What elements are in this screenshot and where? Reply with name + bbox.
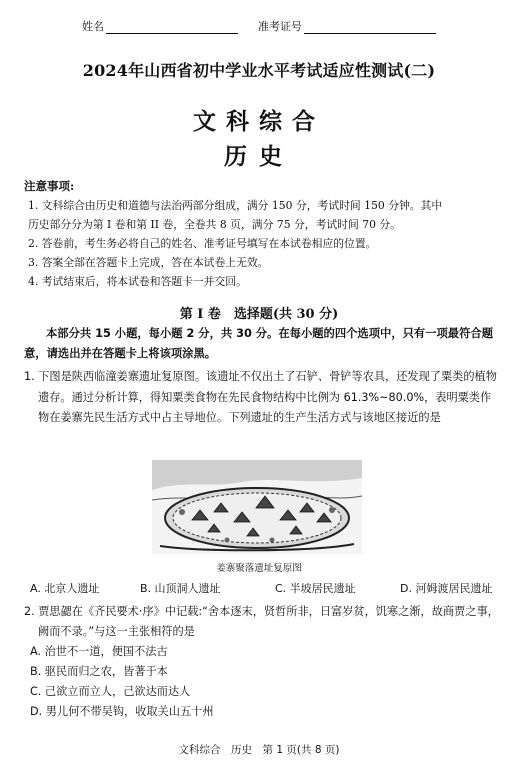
section-title: 第 I 卷 选择题(共 30 分) [179, 307, 339, 322]
name-blank[interactable] [106, 20, 238, 34]
figure-caption: 姜寨聚落遗址复原图 [216, 563, 302, 574]
exam-title: 2024年山西省初中学业水平考试适应性测试(二) [82, 61, 436, 80]
ticket-blank[interactable] [304, 20, 436, 34]
question-1 [24, 367, 502, 429]
section-intro: 本部分共 15 小题，每小题 2 分，共 30 分。在每小题的四个选项中，只有一项最符合题意，请选出并在答题卡上将该项涂黑。 [24, 327, 493, 360]
name-field[interactable] [82, 18, 238, 34]
notice-list [28, 196, 504, 291]
notice-item: 历史部分分为第 I 卷和第 II 卷，全卷共 8 页，满分 75 分，考试时间 70 分。 [28, 218, 401, 231]
name-label: 姓名 [82, 20, 104, 33]
notice-item: 2. 答卷前，考生务必将自己的姓名、准考证号填写在本试卷相应的位置。 [28, 237, 377, 250]
paper-title: 历史 [224, 143, 294, 170]
q1-option-c[interactable]: C. 半坡居民遗址 [275, 582, 356, 595]
notice-item: 3. 答案全部在答题卡上完成，答在本试卷上无效。 [28, 256, 269, 269]
q1-option-b[interactable]: B. 山顶洞人遗址 [140, 582, 221, 595]
q1-option-d[interactable]: D. 河姆渡居民遗址 [400, 582, 493, 595]
q1-option-a[interactable]: A. 北京人遗址 [30, 582, 100, 595]
q2-option-c[interactable]: C. 己欲立而立人，己欲达而达人 [30, 685, 191, 698]
page-footer: 文科综合 历史 第 1 页(共 8 页) [178, 744, 340, 756]
question-1-options [30, 580, 510, 598]
notice-item: 1. 文科综合由历史和道德与法治两部分组成，满分 150 分，考试时间 150 分钟。其中 [28, 199, 443, 212]
question-2-stem: 2. 贾思勰在《齐民要术·序》中记载:“舍本逐末，贤哲所非，日富岁贫，饥寒之渐，故商贾之事，阙而不录。”与这一主张相符的是 [24, 605, 499, 638]
question-1-stem: 1. 下图是陕西临潼姜寨遗址复原图。该遗址不仅出土了石铲、骨铲等农具，还发现了粟类的植物遗存。通过分析计算，得知粟类食物在先民食物结构中比例为 61.3%~80.0%，表明粟类作物在姜寨先民生活方式中占主导地位。下列遗址的生产生活方式与该地区接近的是 [24, 370, 497, 424]
question-2 [24, 602, 502, 722]
candidate-info [82, 18, 482, 36]
ticket-field[interactable] [258, 18, 436, 34]
ticket-label: 准考证号 [258, 20, 302, 33]
jiangzhai-settlement-illustration [152, 460, 362, 554]
q2-option-d[interactable]: D. 男儿何不带吴钩，收取关山五十州 [30, 705, 214, 718]
q2-option-b[interactable]: B. 驱民而归之农，皆著于本 [30, 665, 168, 678]
subject-title: 文科综合 [193, 108, 325, 135]
q2-option-a[interactable]: A. 治世不一道，便国不法古 [30, 645, 168, 658]
notice-title: 注意事项: [24, 179, 75, 193]
notice-item: 4. 考试结束后，将本试卷和答题卡一并交回。 [28, 275, 247, 288]
